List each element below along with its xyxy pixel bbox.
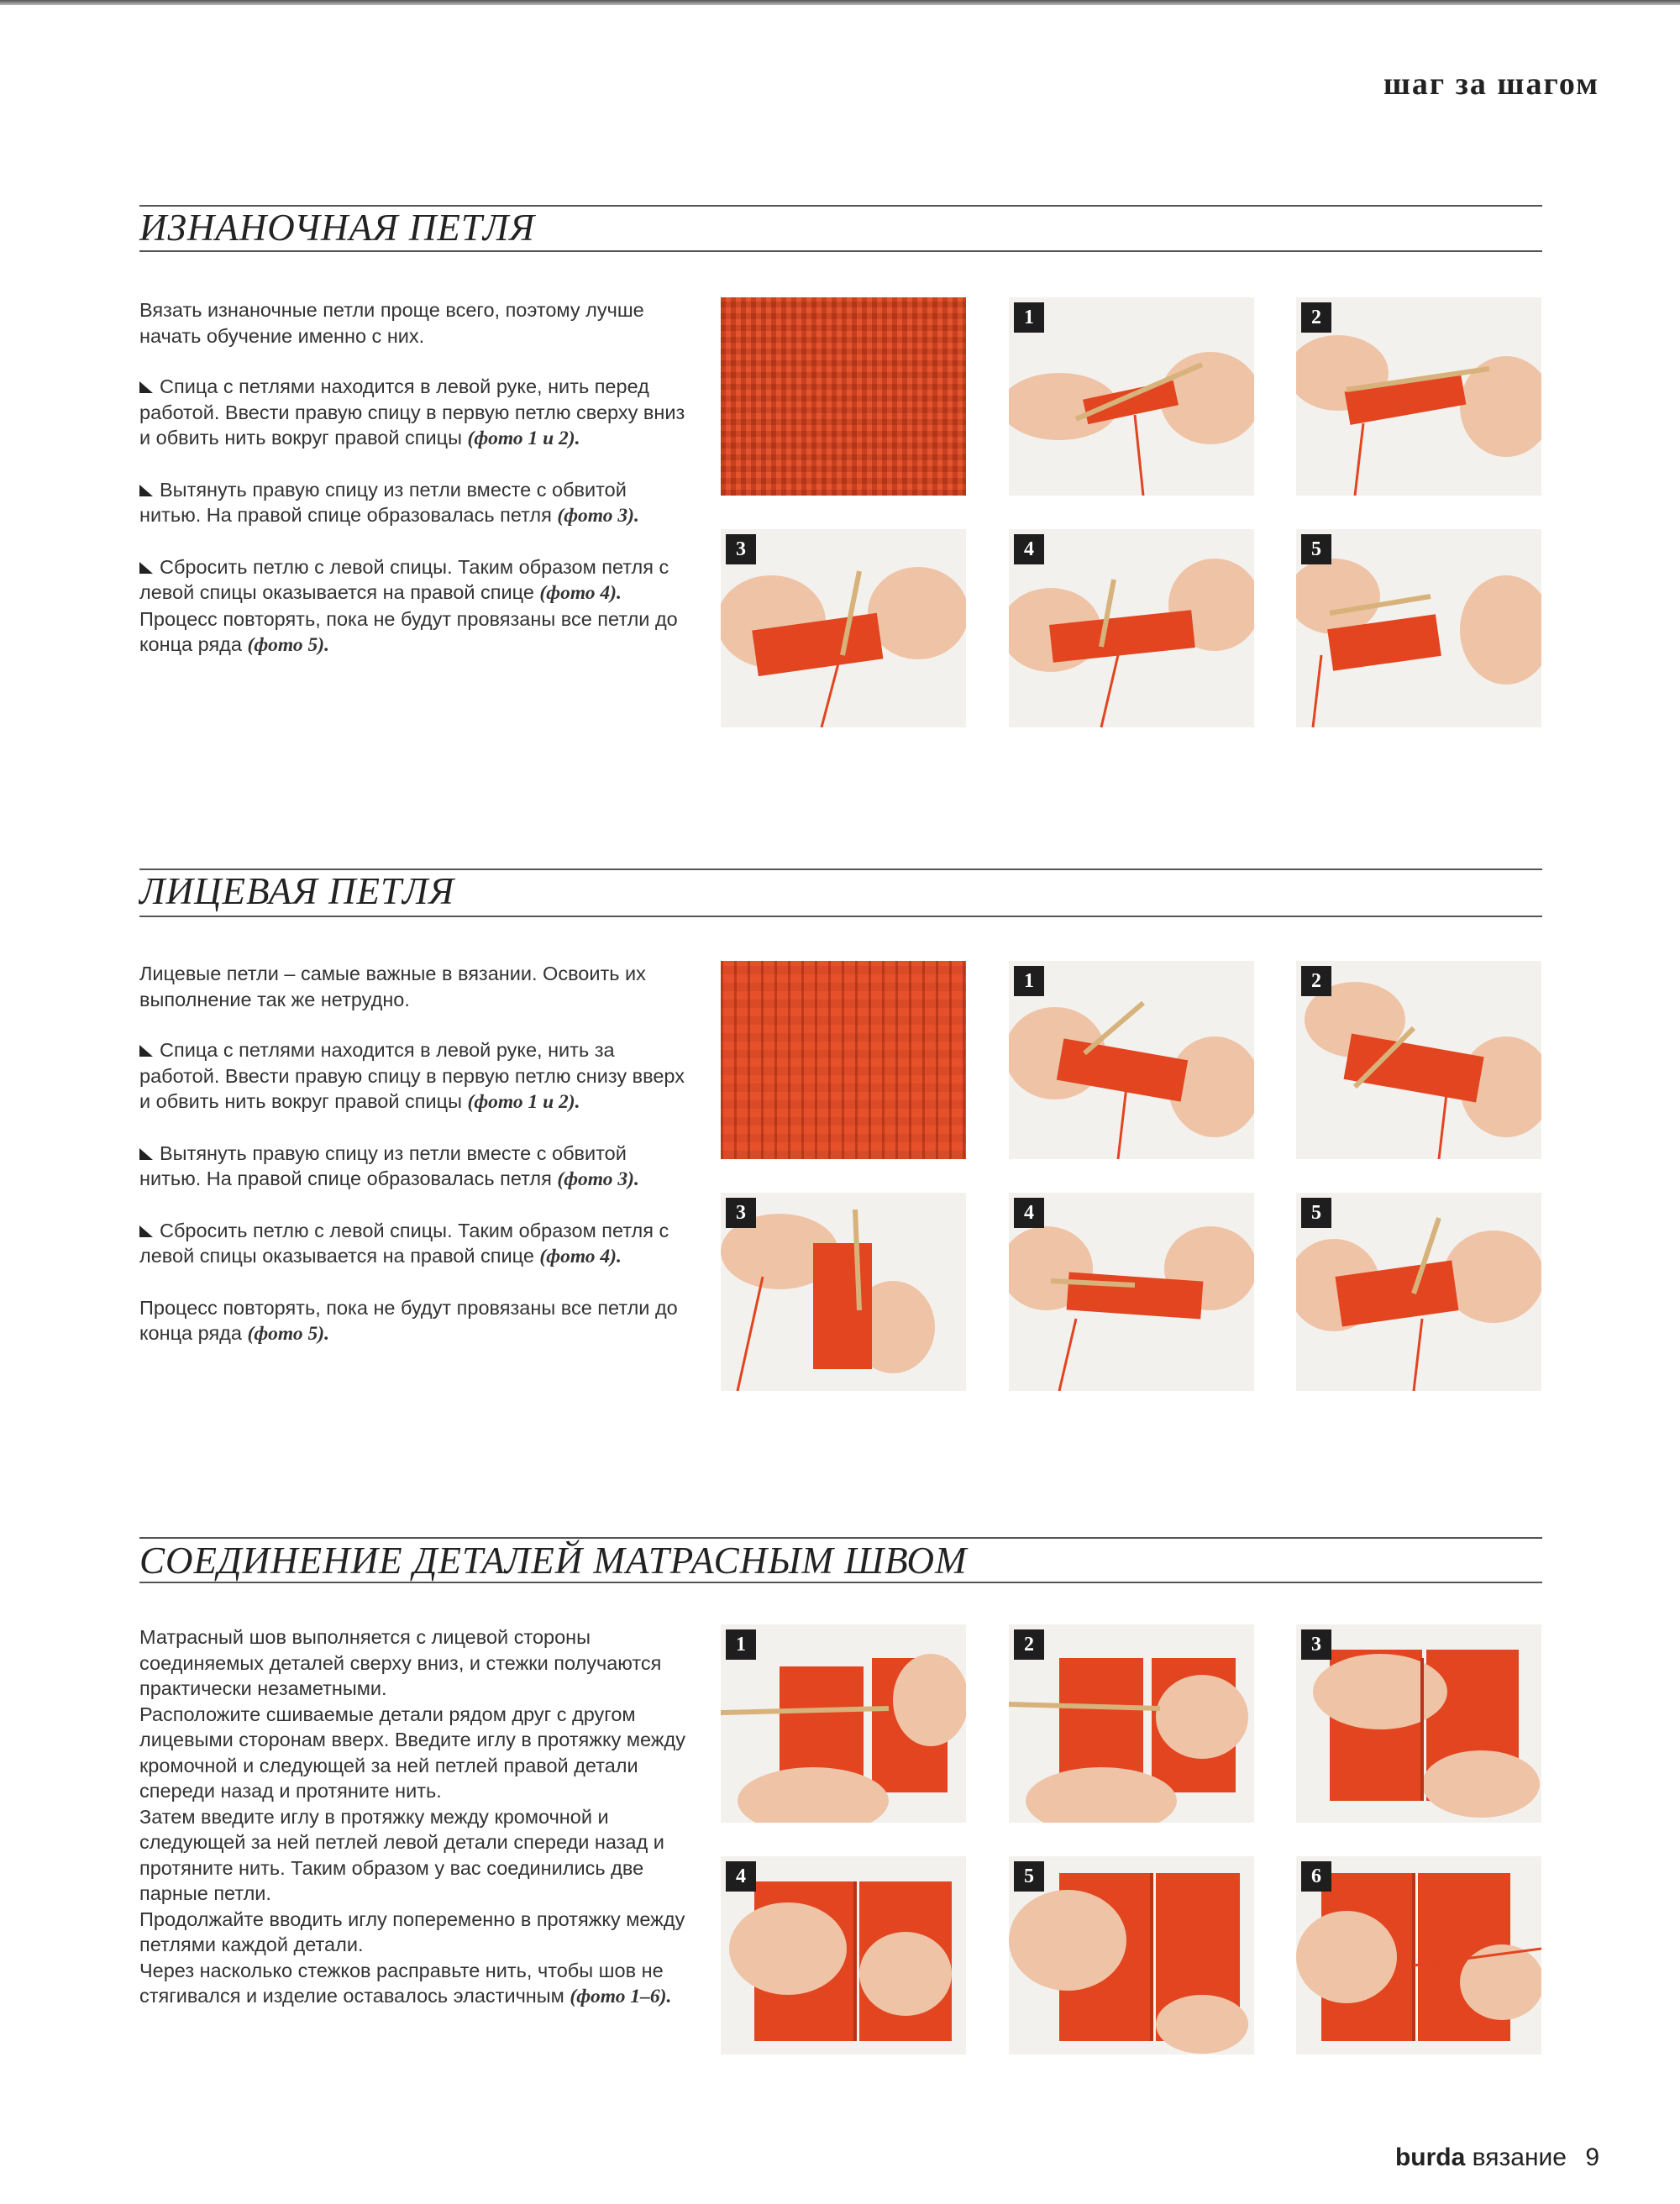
purl-step2: Вытянуть правую спицу из петли вместе с обвитой нитью. На правой спице образовалась петля (фото 3).	[139, 478, 639, 527]
mattress-photo-2	[1009, 1624, 1254, 1823]
magazine-name: вязание	[1472, 2144, 1567, 2171]
triangle-bullet-icon	[139, 1225, 153, 1237]
page-number: 9	[1585, 2144, 1599, 2171]
section-rule-bottom	[139, 916, 1542, 917]
photo-number-badge: 2	[1301, 302, 1331, 333]
photo-number-badge: 1	[726, 1629, 756, 1660]
photo-number-badge: 3	[726, 534, 756, 564]
knit-repeat: Процесс повторять, пока не будут провязаны все петли до конца ряда (фото 5).	[139, 1296, 678, 1345]
section-rule-bottom	[139, 1582, 1542, 1583]
photo-number-badge: 4	[1014, 1198, 1044, 1228]
section-title-purl: ИЗНАНОЧНАЯ ПЕТЛЯ	[139, 207, 535, 249]
mattress-photo-1	[721, 1624, 966, 1823]
purl-instructions	[139, 297, 685, 684]
purl-photo-3	[721, 529, 966, 727]
knit-photo-5	[1296, 1193, 1541, 1391]
purl-repeat: Процесс повторять, пока не будут провязаны все петли до конца ряда (фото 5).	[139, 607, 678, 656]
purl-intro: Вязать изнаночные петли проще всего, поэтому лучше начать обучение именно с них.	[139, 299, 644, 347]
knit-step3: Сбросить петлю с левой спицы. Таким образом петля с левой спицы оказывается на правой спице (фото 4).	[139, 1219, 669, 1267]
page-footer	[1395, 2144, 1599, 2172]
mattress-photo-6	[1296, 1856, 1541, 2054]
knit-photo-1	[1009, 961, 1254, 1159]
knit-swatch-photo	[721, 961, 966, 1159]
photo-number-badge: 6	[1301, 1861, 1331, 1892]
purl-photo-1	[1009, 297, 1254, 496]
mattress-p2: Расположите сшиваемые детали рядом друг с другом лицевыми сторонам вверх. Введите иглу в протяжку между кромочной и следующей за ней петлей правой детали спереди назад и протяните нить.	[139, 1703, 685, 1802]
purl-photo-2	[1296, 297, 1541, 496]
knit-step2: Вытянуть правую спицу из петли вместе с обвитой нитью. На правой спице образовалась петля (фото 3).	[139, 1141, 639, 1190]
photo-number-badge: 5	[1301, 534, 1331, 564]
photo-number-badge: 3	[1301, 1629, 1331, 1660]
photo-number-badge: 5	[1014, 1861, 1044, 1892]
section-title-knit: ЛИЦЕВАЯ ПЕТЛЯ	[139, 870, 455, 912]
mattress-p4: Продолжайте вводить иглу попеременно в протяжку между петлями каждой детали.	[139, 1908, 685, 1955]
knit-photo-4	[1009, 1193, 1254, 1391]
mattress-photo-3	[1296, 1624, 1541, 1823]
photo-number-badge: 2	[1301, 966, 1331, 996]
triangle-bullet-icon	[139, 1148, 153, 1160]
knit-step1: Спица с петлями находится в левой руке, нить за работой. Ввести правую спицу в первую петлю снизу вверх и обвить нить вокруг правой спицы (фото 1 и 2).	[139, 1039, 685, 1113]
section-rule-bottom	[139, 250, 1542, 252]
mattress-instructions	[139, 1624, 685, 2010]
triangle-bullet-icon	[139, 562, 153, 574]
purl-step1: Спица с петлями находится в левой руке, нить перед работой. Ввести правую спицу в первую петлю сверху вниз и обвить нить вокруг правой спицы (фото 1 и 2).	[139, 375, 685, 449]
triangle-bullet-icon	[139, 381, 153, 393]
knit-photo-2	[1296, 961, 1541, 1159]
photo-number-badge: 1	[1014, 302, 1044, 333]
mattress-photo-5	[1009, 1856, 1254, 2054]
triangle-bullet-icon	[139, 1045, 153, 1057]
mattress-p1: Матрасный шов выполняется с лицевой стороны соединяемых деталей сверху вниз, и стежки получаются практически незаметными.	[139, 1626, 662, 1699]
photo-number-badge: 1	[1014, 966, 1044, 996]
photo-number-badge: 3	[726, 1198, 756, 1228]
section-title-mattress-stitch: СОЕДИНЕНИЕ ДЕТАЛЕЙ МАТРАСНЫМ ШВОМ	[139, 1540, 968, 1582]
photo-number-badge: 5	[1301, 1198, 1331, 1228]
purl-photo-4	[1009, 529, 1254, 727]
purl-swatch-photo	[721, 297, 966, 496]
purl-step3: Сбросить петлю с левой спицы. Таким образом петля с левой спицы оказывается на правой спице (фото 4).	[139, 555, 669, 604]
photo-number-badge: 2	[1014, 1629, 1044, 1660]
mattress-p3: Затем введите иглу в протяжку между кромочной и следующей за ней петлей левой детали спереди назад и протяните нить. Таким образом у вас соединились две парные петли.	[139, 1805, 664, 1904]
mattress-photo-4	[721, 1856, 966, 2054]
knit-instructions	[139, 961, 685, 1372]
knit-photo-3	[721, 1193, 966, 1391]
purl-photo-5	[1296, 529, 1541, 727]
page-header-title: шаг за шагом	[1383, 66, 1599, 102]
brand-name: burda	[1394, 2144, 1466, 2171]
knit-intro: Лицевые петли – самые важные в вязании. Освоить их выполнение так же нетрудно.	[139, 963, 646, 1010]
triangle-bullet-icon	[139, 485, 153, 496]
top-bar	[0, 0, 1680, 5]
mattress-p5: Через насколько стежков расправьте нить, чтобы шов не стягивался и изделие оставалось эластичным (фото 1–6).	[139, 1959, 672, 2007]
photo-number-badge: 4	[726, 1861, 756, 1892]
photo-number-badge: 4	[1014, 534, 1044, 564]
